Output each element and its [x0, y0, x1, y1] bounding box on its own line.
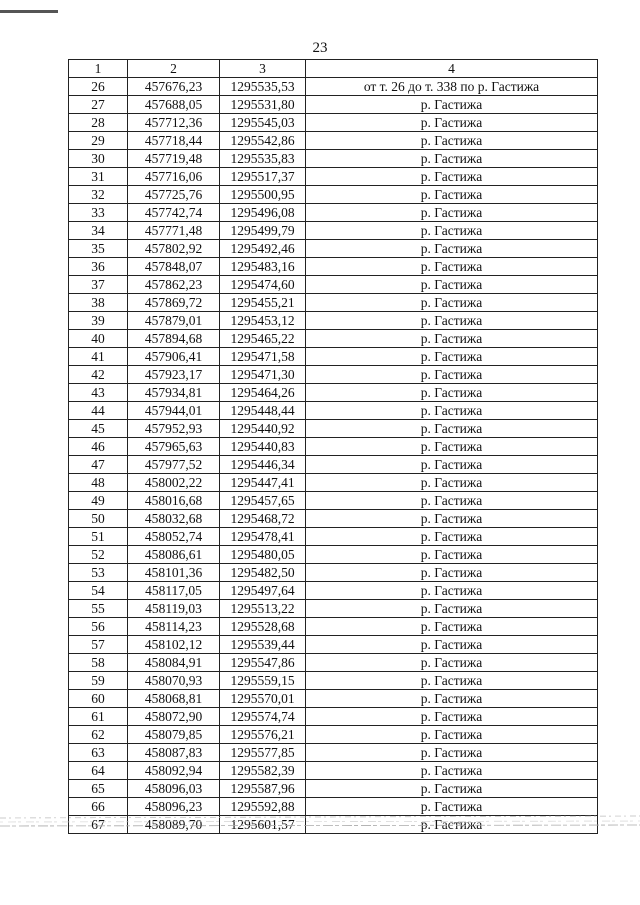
table-row — [69, 600, 598, 618]
y-coordinate-cell: 1295499,79 — [220, 222, 306, 240]
x-coordinate-cell: 458070,93 — [128, 672, 220, 690]
x-coordinate-cell: 457712,36 — [128, 114, 220, 132]
x-coordinate-cell: 457862,23 — [128, 276, 220, 294]
table-row — [69, 798, 598, 816]
x-coordinate-cell: 458072,90 — [128, 708, 220, 726]
table-row — [69, 258, 598, 276]
x-coordinate-cell: 457977,52 — [128, 456, 220, 474]
y-coordinate-cell: 1295474,60 — [220, 276, 306, 294]
description-cell: р. Гастижа — [306, 780, 598, 798]
table-row — [69, 654, 598, 672]
y-coordinate-cell: 1295582,39 — [220, 762, 306, 780]
description-cell: р. Гастижа — [306, 600, 598, 618]
y-coordinate-cell: 1295601,57 — [220, 816, 306, 834]
point-number-cell: 42 — [69, 366, 128, 384]
point-number-cell: 60 — [69, 690, 128, 708]
y-coordinate-cell: 1295497,64 — [220, 582, 306, 600]
point-number-cell: 67 — [69, 816, 128, 834]
y-coordinate-cell: 1295535,53 — [220, 78, 306, 96]
point-number-cell: 27 — [69, 96, 128, 114]
x-coordinate-cell: 457771,48 — [128, 222, 220, 240]
point-number-cell: 52 — [69, 546, 128, 564]
description-cell: р. Гастижа — [306, 96, 598, 114]
description-cell: р. Гастижа — [306, 798, 598, 816]
description-cell: р. Гастижа — [306, 726, 598, 744]
description-cell: р. Гастижа — [306, 636, 598, 654]
point-number-cell: 66 — [69, 798, 128, 816]
description-cell: р. Гастижа — [306, 708, 598, 726]
x-coordinate-cell: 457719,48 — [128, 150, 220, 168]
description-cell: р. Гастижа — [306, 474, 598, 492]
point-number-cell: 56 — [69, 618, 128, 636]
y-coordinate-cell: 1295577,85 — [220, 744, 306, 762]
y-coordinate-cell: 1295464,26 — [220, 384, 306, 402]
x-coordinate-cell: 457676,23 — [128, 78, 220, 96]
point-number-cell: 34 — [69, 222, 128, 240]
y-coordinate-cell: 1295453,12 — [220, 312, 306, 330]
x-coordinate-cell: 457802,92 — [128, 240, 220, 258]
header-col-1: 1 — [69, 60, 128, 78]
x-coordinate-cell: 458079,85 — [128, 726, 220, 744]
description-cell: р. Гастижа — [306, 744, 598, 762]
table-row — [69, 546, 598, 564]
point-number-cell: 44 — [69, 402, 128, 420]
description-cell: р. Гастижа — [306, 384, 598, 402]
point-number-cell: 57 — [69, 636, 128, 654]
y-coordinate-cell: 1295587,96 — [220, 780, 306, 798]
point-number-cell: 26 — [69, 78, 128, 96]
point-number-cell: 36 — [69, 258, 128, 276]
table-row — [69, 186, 598, 204]
table-row — [69, 510, 598, 528]
table-row — [69, 78, 598, 96]
table-row — [69, 456, 598, 474]
y-coordinate-cell: 1295513,22 — [220, 600, 306, 618]
description-cell: р. Гастижа — [306, 510, 598, 528]
y-coordinate-cell: 1295480,05 — [220, 546, 306, 564]
point-number-cell: 63 — [69, 744, 128, 762]
y-coordinate-cell: 1295440,92 — [220, 420, 306, 438]
table-row — [69, 366, 598, 384]
description-cell: р. Гастижа — [306, 222, 598, 240]
x-coordinate-cell: 457944,01 — [128, 402, 220, 420]
header-col-4: 4 — [306, 60, 598, 78]
point-number-cell: 41 — [69, 348, 128, 366]
description-cell: р. Гастижа — [306, 366, 598, 384]
y-coordinate-cell: 1295483,16 — [220, 258, 306, 276]
point-number-cell: 31 — [69, 168, 128, 186]
point-number-cell: 35 — [69, 240, 128, 258]
x-coordinate-cell: 458002,22 — [128, 474, 220, 492]
point-number-cell: 64 — [69, 762, 128, 780]
description-cell: р. Гастижа — [306, 654, 598, 672]
description-cell: р. Гастижа — [306, 582, 598, 600]
table-row — [69, 564, 598, 582]
table-row — [69, 294, 598, 312]
description-cell: р. Гастижа — [306, 204, 598, 222]
point-number-cell: 39 — [69, 312, 128, 330]
point-number-cell: 40 — [69, 330, 128, 348]
point-number-cell: 43 — [69, 384, 128, 402]
point-number-cell: 54 — [69, 582, 128, 600]
point-number-cell: 45 — [69, 420, 128, 438]
y-coordinate-cell: 1295592,88 — [220, 798, 306, 816]
description-cell: от т. 26 до т. 338 по р. Гастижа — [306, 78, 598, 96]
table-row — [69, 582, 598, 600]
x-coordinate-cell: 458052,74 — [128, 528, 220, 546]
x-coordinate-cell: 457718,44 — [128, 132, 220, 150]
description-cell: р. Гастижа — [306, 348, 598, 366]
y-coordinate-cell: 1295457,65 — [220, 492, 306, 510]
description-cell: р. Гастижа — [306, 816, 598, 834]
x-coordinate-cell: 458016,68 — [128, 492, 220, 510]
x-coordinate-cell: 458087,83 — [128, 744, 220, 762]
point-number-cell: 55 — [69, 600, 128, 618]
coordinates-table — [68, 59, 598, 834]
x-coordinate-cell: 457688,05 — [128, 96, 220, 114]
table-row — [69, 222, 598, 240]
table-row — [69, 690, 598, 708]
point-number-cell: 33 — [69, 204, 128, 222]
table-row — [69, 474, 598, 492]
point-number-cell: 51 — [69, 528, 128, 546]
description-cell: р. Гастижа — [306, 402, 598, 420]
point-number-cell: 58 — [69, 654, 128, 672]
point-number-cell: 61 — [69, 708, 128, 726]
table-row — [69, 744, 598, 762]
header-col-2: 2 — [128, 60, 220, 78]
x-coordinate-cell: 458101,36 — [128, 564, 220, 582]
y-coordinate-cell: 1295531,80 — [220, 96, 306, 114]
description-cell: р. Гастижа — [306, 240, 598, 258]
x-coordinate-cell: 458119,03 — [128, 600, 220, 618]
table-row — [69, 150, 598, 168]
description-cell: р. Гастижа — [306, 564, 598, 582]
y-coordinate-cell: 1295446,34 — [220, 456, 306, 474]
point-number-cell: 28 — [69, 114, 128, 132]
x-coordinate-cell: 457742,74 — [128, 204, 220, 222]
description-cell: р. Гастижа — [306, 276, 598, 294]
description-cell: р. Гастижа — [306, 528, 598, 546]
y-coordinate-cell: 1295570,01 — [220, 690, 306, 708]
y-coordinate-cell: 1295455,21 — [220, 294, 306, 312]
table-row — [69, 672, 598, 690]
point-number-cell: 62 — [69, 726, 128, 744]
x-coordinate-cell: 457906,41 — [128, 348, 220, 366]
table-row — [69, 726, 598, 744]
table-row — [69, 492, 598, 510]
y-coordinate-cell: 1295471,30 — [220, 366, 306, 384]
point-number-cell: 46 — [69, 438, 128, 456]
x-coordinate-cell: 458102,12 — [128, 636, 220, 654]
table-row — [69, 114, 598, 132]
x-coordinate-cell: 458117,05 — [128, 582, 220, 600]
description-cell: р. Гастижа — [306, 690, 598, 708]
table-row — [69, 240, 598, 258]
table-row — [69, 168, 598, 186]
y-coordinate-cell: 1295492,46 — [220, 240, 306, 258]
table-body — [69, 78, 598, 834]
point-number-cell: 48 — [69, 474, 128, 492]
x-coordinate-cell: 458086,61 — [128, 546, 220, 564]
table-row — [69, 780, 598, 798]
x-coordinate-cell: 457934,81 — [128, 384, 220, 402]
table-row — [69, 312, 598, 330]
x-coordinate-cell: 458114,23 — [128, 618, 220, 636]
x-coordinate-cell: 457869,72 — [128, 294, 220, 312]
x-coordinate-cell: 458084,91 — [128, 654, 220, 672]
x-coordinate-cell: 458096,03 — [128, 780, 220, 798]
description-cell: р. Гастижа — [306, 456, 598, 474]
table-row — [69, 330, 598, 348]
point-number-cell: 59 — [69, 672, 128, 690]
y-coordinate-cell: 1295448,44 — [220, 402, 306, 420]
table-row — [69, 816, 598, 834]
x-coordinate-cell: 457848,07 — [128, 258, 220, 276]
table-row — [69, 402, 598, 420]
table-row — [69, 96, 598, 114]
y-coordinate-cell: 1295440,83 — [220, 438, 306, 456]
description-cell: р. Гастижа — [306, 438, 598, 456]
point-number-cell: 30 — [69, 150, 128, 168]
description-cell: р. Гастижа — [306, 132, 598, 150]
table-row — [69, 636, 598, 654]
top-edge-mark — [0, 10, 58, 13]
description-cell: р. Гастижа — [306, 150, 598, 168]
description-cell: р. Гастижа — [306, 258, 598, 276]
y-coordinate-cell: 1295465,22 — [220, 330, 306, 348]
table-row — [69, 384, 598, 402]
point-number-cell: 47 — [69, 456, 128, 474]
x-coordinate-cell: 458089,70 — [128, 816, 220, 834]
x-coordinate-cell: 458032,68 — [128, 510, 220, 528]
x-coordinate-cell: 458092,94 — [128, 762, 220, 780]
y-coordinate-cell: 1295539,44 — [220, 636, 306, 654]
description-cell: р. Гастижа — [306, 420, 598, 438]
description-cell: р. Гастижа — [306, 168, 598, 186]
y-coordinate-cell: 1295559,15 — [220, 672, 306, 690]
y-coordinate-cell: 1295545,03 — [220, 114, 306, 132]
point-number-cell: 49 — [69, 492, 128, 510]
description-cell: р. Гастижа — [306, 312, 598, 330]
x-coordinate-cell: 457716,06 — [128, 168, 220, 186]
y-coordinate-cell: 1295478,41 — [220, 528, 306, 546]
table-row — [69, 204, 598, 222]
y-coordinate-cell: 1295496,08 — [220, 204, 306, 222]
x-coordinate-cell: 457879,01 — [128, 312, 220, 330]
point-number-cell: 37 — [69, 276, 128, 294]
description-cell: р. Гастижа — [306, 672, 598, 690]
table-row — [69, 528, 598, 546]
x-coordinate-cell: 457894,68 — [128, 330, 220, 348]
description-cell: р. Гастижа — [306, 546, 598, 564]
y-coordinate-cell: 1295482,50 — [220, 564, 306, 582]
x-coordinate-cell: 457725,76 — [128, 186, 220, 204]
table-row — [69, 276, 598, 294]
description-cell: р. Гастижа — [306, 618, 598, 636]
description-cell: р. Гастижа — [306, 762, 598, 780]
table-row — [69, 708, 598, 726]
table-row — [69, 438, 598, 456]
description-cell: р. Гастижа — [306, 186, 598, 204]
x-coordinate-cell: 457923,17 — [128, 366, 220, 384]
point-number-cell: 50 — [69, 510, 128, 528]
x-coordinate-cell: 458068,81 — [128, 690, 220, 708]
y-coordinate-cell: 1295468,72 — [220, 510, 306, 528]
point-number-cell: 32 — [69, 186, 128, 204]
page-number: 23 — [312, 40, 328, 56]
x-coordinate-cell: 457952,93 — [128, 420, 220, 438]
y-coordinate-cell: 1295535,83 — [220, 150, 306, 168]
y-coordinate-cell: 1295574,74 — [220, 708, 306, 726]
x-coordinate-cell: 457965,63 — [128, 438, 220, 456]
table-row — [69, 132, 598, 150]
header-col-3: 3 — [220, 60, 306, 78]
description-cell: р. Гастижа — [306, 330, 598, 348]
table-row — [69, 348, 598, 366]
description-cell: р. Гастижа — [306, 294, 598, 312]
x-coordinate-cell: 458096,23 — [128, 798, 220, 816]
y-coordinate-cell: 1295528,68 — [220, 618, 306, 636]
point-number-cell: 65 — [69, 780, 128, 798]
table-row — [69, 420, 598, 438]
y-coordinate-cell: 1295500,95 — [220, 186, 306, 204]
y-coordinate-cell: 1295471,58 — [220, 348, 306, 366]
point-number-cell: 29 — [69, 132, 128, 150]
table-row — [69, 618, 598, 636]
description-cell: р. Гастижа — [306, 114, 598, 132]
table-row — [69, 762, 598, 780]
point-number-cell: 53 — [69, 564, 128, 582]
description-cell: р. Гастижа — [306, 492, 598, 510]
y-coordinate-cell: 1295547,86 — [220, 654, 306, 672]
y-coordinate-cell: 1295576,21 — [220, 726, 306, 744]
y-coordinate-cell: 1295542,86 — [220, 132, 306, 150]
point-number-cell: 38 — [69, 294, 128, 312]
y-coordinate-cell: 1295517,37 — [220, 168, 306, 186]
y-coordinate-cell: 1295447,41 — [220, 474, 306, 492]
table-header-row — [69, 60, 598, 78]
